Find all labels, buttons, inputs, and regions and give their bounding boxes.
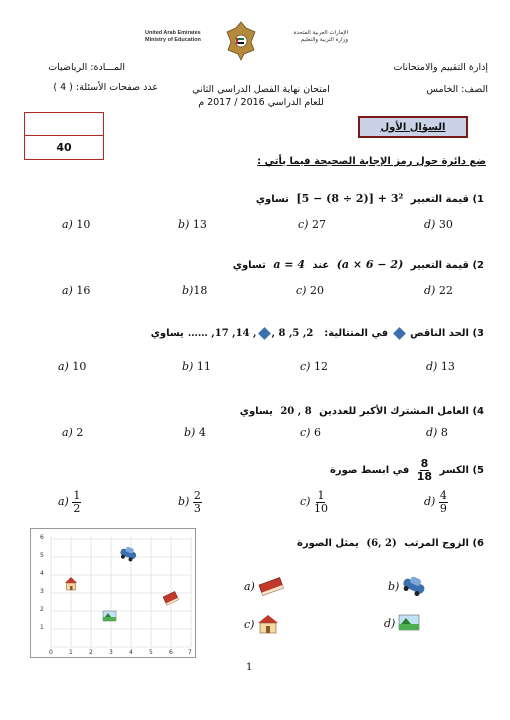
exam-title: امتحان نهاية الفصل الدراسي الثاني xyxy=(192,84,330,95)
question-4 xyxy=(240,406,484,417)
q4-number: 4) xyxy=(472,406,484,417)
q5-fraction-numerator: 8 xyxy=(420,457,429,470)
y-tick-4: 4 xyxy=(40,570,44,577)
q2-a-letter: a) xyxy=(62,284,73,297)
q5-number: 5) xyxy=(472,465,484,477)
page-number: 1 xyxy=(246,662,253,673)
q5-c-num: 1 xyxy=(317,489,325,502)
q5-c-letter: c) xyxy=(300,495,311,509)
grade-label: الصف: الخامس xyxy=(426,84,488,95)
q2-condition: a = 4 xyxy=(273,258,306,271)
q3-number: 3) xyxy=(472,328,484,339)
q3-sequence-end: , 8 ,5 ,2 xyxy=(271,328,314,339)
ministry-ar-line2: وزارة التربية والتعليم xyxy=(300,36,348,43)
book-icon xyxy=(257,576,285,596)
q2-d-value: 22 xyxy=(438,284,453,297)
question-3 xyxy=(151,328,484,339)
q5-d-letter: d) xyxy=(424,495,436,509)
q4-d-letter: d) xyxy=(426,426,438,439)
section-title-text: السؤال الأول xyxy=(380,121,446,133)
q4-lead: العامل المشترك الأكبر للعددين xyxy=(319,406,469,417)
q3-option-d[interactable] xyxy=(426,360,455,373)
q1-number: 1) xyxy=(472,194,484,205)
q2-number: 2) xyxy=(472,260,484,271)
q5-option-c[interactable] xyxy=(300,490,328,514)
y-tick-3: 3 xyxy=(40,588,44,595)
q1-a-letter: a) xyxy=(62,218,73,231)
q2-option-d[interactable] xyxy=(424,284,453,297)
q2-d-letter: d) xyxy=(424,284,436,297)
car-icon xyxy=(401,576,429,596)
q3-lead: الحد الناقص xyxy=(410,328,469,339)
q6-option-a[interactable] xyxy=(244,576,285,596)
q4-d-value: 8 xyxy=(440,426,448,439)
ministry-en xyxy=(145,30,201,43)
q2-a-value: 16 xyxy=(76,284,91,297)
q1-c-value: 27 xyxy=(311,218,326,231)
q2-mid: عند xyxy=(312,260,330,271)
section-title xyxy=(358,116,468,138)
q1-d-letter: d) xyxy=(424,218,436,231)
y-tick-6: 6 xyxy=(40,534,44,541)
q1-tail: تساوي xyxy=(255,194,289,205)
score-box xyxy=(24,112,104,160)
q5-b-letter: b) xyxy=(178,495,190,509)
ministry-en-line2: Ministry of Education xyxy=(145,36,201,43)
q6-number: 6) xyxy=(472,538,484,549)
q4-tail: يساوي xyxy=(239,406,273,417)
q5-option-b[interactable] xyxy=(178,490,202,514)
x-tick-2: 2 xyxy=(89,649,93,656)
x-tick-0: 0 xyxy=(49,649,53,656)
q1-b-value: 13 xyxy=(192,218,207,231)
q6-b-letter: b) xyxy=(388,579,400,593)
q6-a-letter: a) xyxy=(244,579,255,593)
ministry-ar xyxy=(268,30,348,43)
q4-numbers: 20 , 8 xyxy=(280,406,312,417)
q1-a-value: 10 xyxy=(76,218,91,231)
q2-lead: قيمة التعبير xyxy=(410,260,469,271)
q2-b-letter: b) xyxy=(182,284,194,297)
uae-emblem-icon xyxy=(224,20,258,62)
q4-c-letter: c) xyxy=(300,426,311,439)
q2-tail: تساوي xyxy=(232,260,266,271)
ministry-ar-line1: الإمارات العربية المتحدة xyxy=(293,30,348,36)
q5-b-num: 2 xyxy=(193,489,201,502)
q3-a-value: 10 xyxy=(72,360,87,373)
q5-lead: الكسر xyxy=(439,465,469,477)
ministry-en-line1: United Arab Emirates xyxy=(145,30,201,36)
q5-b-fraction xyxy=(193,490,202,514)
q6-pair: (6, 2) xyxy=(366,538,397,549)
q3-d-letter: d) xyxy=(426,360,438,373)
q3-option-c[interactable] xyxy=(300,360,328,373)
q6-c-letter: c) xyxy=(244,617,255,631)
q4-c-value: 6 xyxy=(313,426,321,439)
missing-term-diamond-icon xyxy=(258,327,271,340)
q2-option-a[interactable] xyxy=(62,284,90,297)
q5-a-num: 1 xyxy=(73,489,81,502)
pages-count-label: عدد صفحات الأسئلة: ( 4 ) xyxy=(53,82,158,93)
instruction: ضع دائرة حول رمز الإجابة الصحيحة فيما يأتي : xyxy=(257,156,486,167)
question-2 xyxy=(233,258,484,271)
q2-expression: (a × 6 − 2) xyxy=(336,258,404,271)
q1-lead: قيمة التعبير xyxy=(410,194,469,205)
grid-landscape-icon xyxy=(103,611,116,621)
landscape-picture-icon xyxy=(398,614,420,632)
q2-option-b[interactable] xyxy=(182,284,207,297)
q4-option-a[interactable] xyxy=(62,426,83,439)
q4-option-b[interactable] xyxy=(184,426,206,439)
q5-c-den: 10 xyxy=(313,501,328,515)
q5-option-d[interactable] xyxy=(424,490,448,514)
q5-tail: في ابسط صورة xyxy=(329,465,410,477)
q1-option-a[interactable] xyxy=(62,218,90,231)
subject-label: المـــادة: الرياضيات xyxy=(48,62,125,73)
q1-c-letter: c) xyxy=(298,218,309,231)
exam-year: للعام الدراسي 2016 / 2017 م xyxy=(198,97,324,108)
q2-b-value: 18 xyxy=(193,284,208,297)
y-tick-5: 5 xyxy=(40,552,44,559)
q3-b-letter: b) xyxy=(182,360,194,373)
question-5 xyxy=(330,458,484,482)
q2-option-c[interactable] xyxy=(296,284,324,297)
x-tick-4: 4 xyxy=(129,649,133,656)
q3-a-letter: a) xyxy=(58,360,69,373)
department: إدارة التقييم والامتحانات xyxy=(393,62,488,73)
question-1 xyxy=(256,192,484,205)
q5-fraction-denominator: 18 xyxy=(416,469,433,483)
q3-sequence-start: …… ,17 ,14 , xyxy=(187,328,257,339)
x-tick-1: 1 xyxy=(69,649,73,656)
q5-a-fraction xyxy=(72,490,81,514)
coordinate-grid-svg xyxy=(31,529,197,659)
q4-option-d[interactable] xyxy=(426,426,448,439)
q6-option-c[interactable] xyxy=(244,614,280,634)
q4-b-letter: b) xyxy=(184,426,196,439)
q5-fraction xyxy=(417,458,432,482)
q1-b-letter: b) xyxy=(178,218,190,231)
q6-option-b[interactable] xyxy=(388,576,429,596)
q4-a-value: 2 xyxy=(76,426,84,439)
q1-d-value: 30 xyxy=(438,218,453,231)
q1-option-b[interactable] xyxy=(178,218,207,231)
q5-b-den: 3 xyxy=(193,501,201,515)
header xyxy=(0,0,510,110)
q2-c-letter: c) xyxy=(296,284,307,297)
q2-c-value: 20 xyxy=(309,284,324,297)
q5-d-den: 9 xyxy=(439,501,447,515)
q4-b-value: 4 xyxy=(198,426,206,439)
q6-option-d[interactable] xyxy=(384,614,420,632)
x-tick-3: 3 xyxy=(109,649,113,656)
q3-mid: في المتتالية: xyxy=(324,328,389,339)
q1-option-c[interactable] xyxy=(298,218,326,231)
q6-lead: الزوج المرتب xyxy=(404,538,469,549)
q5-c-fraction xyxy=(314,490,328,514)
grid-house-icon xyxy=(65,577,77,590)
diamond-icon xyxy=(393,327,406,340)
q1-expression: [5 − (8 ÷ 2)] + 3² xyxy=(296,192,404,205)
x-tick-6: 6 xyxy=(169,649,173,656)
q6-tail: يمثل الصورة xyxy=(296,538,359,549)
q3-c-value: 12 xyxy=(313,360,328,373)
x-tick-5: 5 xyxy=(149,649,153,656)
q3-option-b[interactable] xyxy=(182,360,211,373)
q3-option-a[interactable] xyxy=(58,360,86,373)
grid-book-icon xyxy=(163,592,179,606)
house-icon xyxy=(256,614,280,634)
score-value: 40 xyxy=(56,141,72,154)
q4-a-letter: a) xyxy=(62,426,73,439)
q5-d-fraction xyxy=(439,490,448,514)
y-tick-1: 1 xyxy=(40,624,44,631)
q5-a-den: 2 xyxy=(73,501,81,515)
score-divider xyxy=(25,135,103,136)
coordinate-grid xyxy=(30,528,196,658)
q5-a-letter: a) xyxy=(58,495,69,509)
x-tick-7: 7 xyxy=(188,649,192,656)
q3-tail: يساوي xyxy=(150,328,184,339)
q5-option-a[interactable] xyxy=(58,490,81,514)
y-tick-2: 2 xyxy=(40,606,44,613)
q3-c-letter: c) xyxy=(300,360,311,373)
question-6 xyxy=(297,538,484,549)
q3-b-value: 11 xyxy=(196,360,211,373)
q6-d-letter: d) xyxy=(384,616,396,630)
grid-car-icon xyxy=(119,545,138,563)
q4-option-c[interactable] xyxy=(300,426,321,439)
q1-option-d[interactable] xyxy=(424,218,453,231)
q5-d-num: 4 xyxy=(439,489,447,502)
q3-d-value: 13 xyxy=(440,360,455,373)
